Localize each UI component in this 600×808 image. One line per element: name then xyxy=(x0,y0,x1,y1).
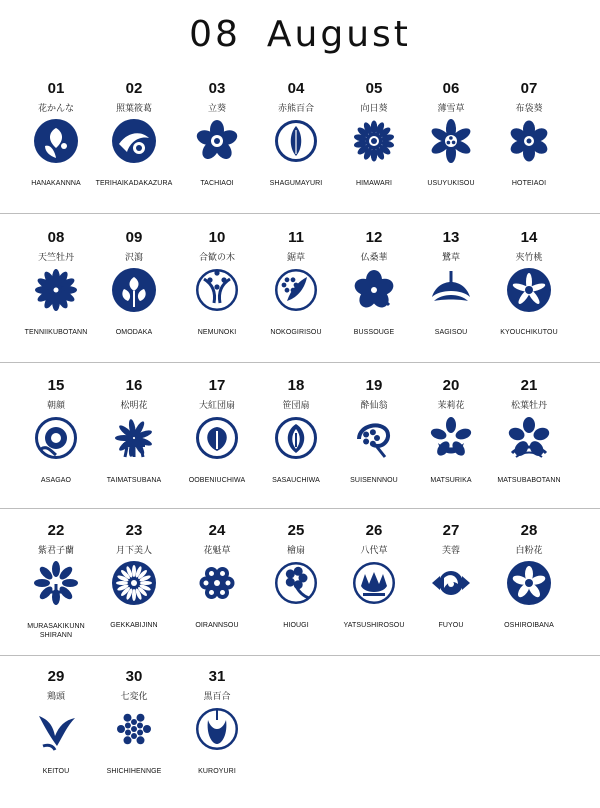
flower-name-kanji: 茉莉花 xyxy=(437,400,465,410)
day-cell xyxy=(95,229,173,369)
day-number: 22 xyxy=(47,522,65,539)
flower-name-romaji: USUYUKISOU xyxy=(427,180,475,187)
day-cell xyxy=(257,80,335,220)
flower-name-romaji: HIMAWARI xyxy=(355,180,393,187)
oleander-crest-icon xyxy=(506,267,552,313)
row-divider xyxy=(0,362,600,363)
day-number: 06 xyxy=(442,80,460,97)
day-cell xyxy=(178,80,256,220)
day-number: 03 xyxy=(208,80,226,97)
flower-name-romaji: NEMUNOKI xyxy=(197,329,237,336)
flower-name-romaji: TENNIIKUBOTANN xyxy=(24,329,88,336)
day-number: 28 xyxy=(520,522,538,539)
anthurium-crest-icon xyxy=(194,415,240,461)
flower-name-kanji: 八代草 xyxy=(360,545,388,555)
flower-name-romaji: KEITOU xyxy=(42,768,70,775)
flower-name-kanji: 鷺草 xyxy=(441,252,460,262)
flower-name-kanji: 黒百合 xyxy=(203,691,231,701)
day-cell xyxy=(412,229,490,369)
flower-name-kanji: 芙蓉 xyxy=(441,545,460,555)
row-divider xyxy=(0,213,600,214)
day-number: 27 xyxy=(442,522,460,539)
day-number: 19 xyxy=(365,377,383,394)
flower-name-romaji: ASAGAO xyxy=(40,477,72,484)
hollyhock-crest-icon xyxy=(194,118,240,164)
day-number: 16 xyxy=(125,377,143,394)
agapanthus-crest-icon xyxy=(33,560,79,606)
day-cell xyxy=(95,668,173,808)
day-cell xyxy=(490,377,568,517)
flower-name-romaji: HIOUGI xyxy=(283,622,309,629)
jasmine-crest-icon xyxy=(428,415,474,461)
flower-name-romaji: SHICHIHENNGE xyxy=(106,768,162,775)
cockscomb-crest-icon xyxy=(33,706,79,752)
flower-name-romaji: MATSUBABOTANN xyxy=(497,477,561,484)
flower-name-romaji: KYOUCHIKUTOU xyxy=(500,329,558,336)
day-number: 02 xyxy=(125,80,143,97)
page-title xyxy=(0,14,600,55)
day-cell xyxy=(257,522,335,662)
phlox-crest-icon xyxy=(194,560,240,606)
flower-name-romaji: KUROYURI xyxy=(198,768,236,775)
flower-name-kanji: 紫君子蘭 xyxy=(37,545,74,555)
row-divider xyxy=(0,655,600,656)
day-cell xyxy=(412,80,490,220)
flower-name-kanji: 天竺牡丹 xyxy=(37,252,74,262)
day-cell xyxy=(95,80,173,220)
flower-name-kanji: 花魁草 xyxy=(203,545,231,555)
flower-name-kanji: 酔仙翁 xyxy=(360,400,388,410)
day-cell xyxy=(178,668,256,808)
flower-name-romaji: TACHIAOI xyxy=(200,180,234,187)
flower-name-romaji: NOKOGIRISOU xyxy=(270,329,322,336)
flower-name-kanji: 赤熊百合 xyxy=(277,103,314,113)
flower-name-romaji: SUISENNNOU xyxy=(350,477,398,484)
flower-name-kanji: 合歓の木 xyxy=(198,252,235,262)
day-cell xyxy=(17,229,95,369)
day-cell xyxy=(335,80,413,220)
egret-orchid-crest-icon xyxy=(428,267,474,313)
flower-name-kanji: 松明花 xyxy=(120,400,148,410)
flower-name-kanji: 鋸草 xyxy=(286,252,305,262)
dahlia-crest-icon xyxy=(33,267,79,313)
flower-name-romaji: MATSURIKA xyxy=(430,477,472,484)
day-cell xyxy=(490,229,568,369)
day-number: 18 xyxy=(287,377,305,394)
flower-name-romaji: TERIHAIKADAKAZURA xyxy=(95,180,173,187)
flower-name-romaji: TAIMATSUBANA xyxy=(106,477,162,484)
flower-name-romaji: SHAGUMAYURI xyxy=(269,180,323,187)
flower-name-kanji: 月下美人 xyxy=(115,545,152,555)
flower-name-kanji: 仏桑華 xyxy=(360,252,388,262)
day-number: 08 xyxy=(47,229,65,246)
yarrow-crest-icon xyxy=(273,267,319,313)
cotton-rose-crest-icon xyxy=(428,560,474,606)
day-number: 23 xyxy=(125,522,143,539)
flower-name-kanji: 笹団扇 xyxy=(282,400,310,410)
flower-name-romaji: OSHIROIBANA xyxy=(504,622,554,629)
day-number: 26 xyxy=(365,522,383,539)
flower-name-kanji: 花かんな xyxy=(37,103,74,113)
day-cell xyxy=(490,80,568,220)
flower-name-romaji: SASAUCHIWA xyxy=(272,477,320,484)
day-cell xyxy=(178,522,256,662)
flower-name-romaji: OMODAKA xyxy=(115,329,153,336)
day-cell xyxy=(17,668,95,808)
flower-name-romaji: HANAKANNNA xyxy=(31,180,81,187)
day-number: 31 xyxy=(208,668,226,685)
day-cell xyxy=(178,229,256,369)
day-cell xyxy=(178,377,256,517)
lantana-crest-icon xyxy=(111,706,157,752)
bamboo-fan-crest-icon xyxy=(273,415,319,461)
flower-name-kanji: 向日葵 xyxy=(360,103,388,113)
day-cell xyxy=(412,377,490,517)
day-cell xyxy=(335,522,413,662)
day-number: 24 xyxy=(208,522,226,539)
flower-name-kanji: 照葉筱葛 xyxy=(115,103,152,113)
day-number: 10 xyxy=(208,229,226,246)
month-number: 08 xyxy=(189,14,241,55)
flower-name-romaji: MURASAKIKUNN SHIRANN xyxy=(27,623,85,639)
day-number: 04 xyxy=(287,80,305,97)
flower-name-romaji: FUYOU xyxy=(438,622,464,629)
flower-name-romaji: YATSUSHIROSOU xyxy=(343,622,405,629)
day-cell xyxy=(95,522,173,662)
day-cell xyxy=(257,229,335,369)
flower-name-kanji: 七変化 xyxy=(120,691,148,701)
flower-name-romaji: OIRANNSOU xyxy=(195,622,239,629)
day-number: 09 xyxy=(125,229,143,246)
flower-name-romaji: HOTEIAOI xyxy=(511,180,547,187)
day-number: 30 xyxy=(125,668,143,685)
flower-name-kanji: 薄雪草 xyxy=(437,103,465,113)
flower-name-romaji: OOBENIUCHIWA xyxy=(188,477,246,484)
day-cell xyxy=(17,377,95,517)
flower-name-kanji: 鶏頭 xyxy=(46,691,65,701)
day-number: 15 xyxy=(47,377,65,394)
hibiscus-crest-icon xyxy=(351,267,397,313)
day-number: 20 xyxy=(442,377,460,394)
day-cell xyxy=(412,522,490,662)
flower-name-kanji: 松葉牡丹 xyxy=(510,400,547,410)
day-number: 29 xyxy=(47,668,65,685)
flower-name-kanji: 布袋葵 xyxy=(515,103,543,113)
water-hyacinth-crest-icon xyxy=(506,118,552,164)
blackberry-lily-crest-icon xyxy=(273,560,319,606)
flower-name-kanji: 沢瀉 xyxy=(124,252,143,262)
canna-crest-icon xyxy=(33,118,79,164)
silk-tree-crest-icon xyxy=(194,267,240,313)
moss-rose-crest-icon xyxy=(506,415,552,461)
day-number: 07 xyxy=(520,80,538,97)
edelweiss-crest-icon xyxy=(428,118,474,164)
flower-name-romaji: BUSSOUGE xyxy=(353,329,395,336)
day-number: 12 xyxy=(365,229,383,246)
flower-name-romaji: GEKKABIJINN xyxy=(110,622,158,629)
month-name: August xyxy=(266,14,411,55)
flower-name-kanji: 檜扇 xyxy=(286,545,305,555)
morning-glory-crest-icon xyxy=(33,415,79,461)
day-number: 05 xyxy=(365,80,383,97)
arrowhead-crest-icon xyxy=(111,267,157,313)
flower-name-kanji: 白粉花 xyxy=(515,545,543,555)
day-number: 01 xyxy=(47,80,65,97)
lily-crest-icon xyxy=(273,118,319,164)
day-cell xyxy=(17,522,95,662)
flower-name-kanji: 立葵 xyxy=(207,103,226,113)
day-number: 17 xyxy=(208,377,226,394)
bee-balm-crest-icon xyxy=(111,415,157,461)
flower-name-kanji: 夾竹桃 xyxy=(515,252,543,262)
day-number: 11 xyxy=(288,229,304,246)
day-cell xyxy=(257,377,335,517)
day-cell xyxy=(95,377,173,517)
day-number: 14 xyxy=(520,229,538,246)
day-cell xyxy=(335,229,413,369)
flower-name-kanji: 大紅団扇 xyxy=(198,400,235,410)
row-divider xyxy=(0,508,600,509)
campion-crest-icon xyxy=(351,415,397,461)
sunflower-crest-icon xyxy=(351,118,397,164)
kudzu-crest-icon xyxy=(111,118,157,164)
bellflower-crest-icon xyxy=(351,560,397,606)
day-cell xyxy=(17,80,95,220)
day-cell xyxy=(490,522,568,662)
night-cactus-crest-icon xyxy=(111,560,157,606)
day-number: 21 xyxy=(520,377,538,394)
four-oclock-crest-icon xyxy=(506,560,552,606)
flower-name-romaji: SAGISOU xyxy=(434,329,468,336)
day-number: 13 xyxy=(442,229,460,246)
day-number: 25 xyxy=(287,522,305,539)
black-lily-crest-icon xyxy=(194,706,240,752)
flower-name-kanji: 朝顔 xyxy=(46,400,65,410)
day-cell xyxy=(335,377,413,517)
